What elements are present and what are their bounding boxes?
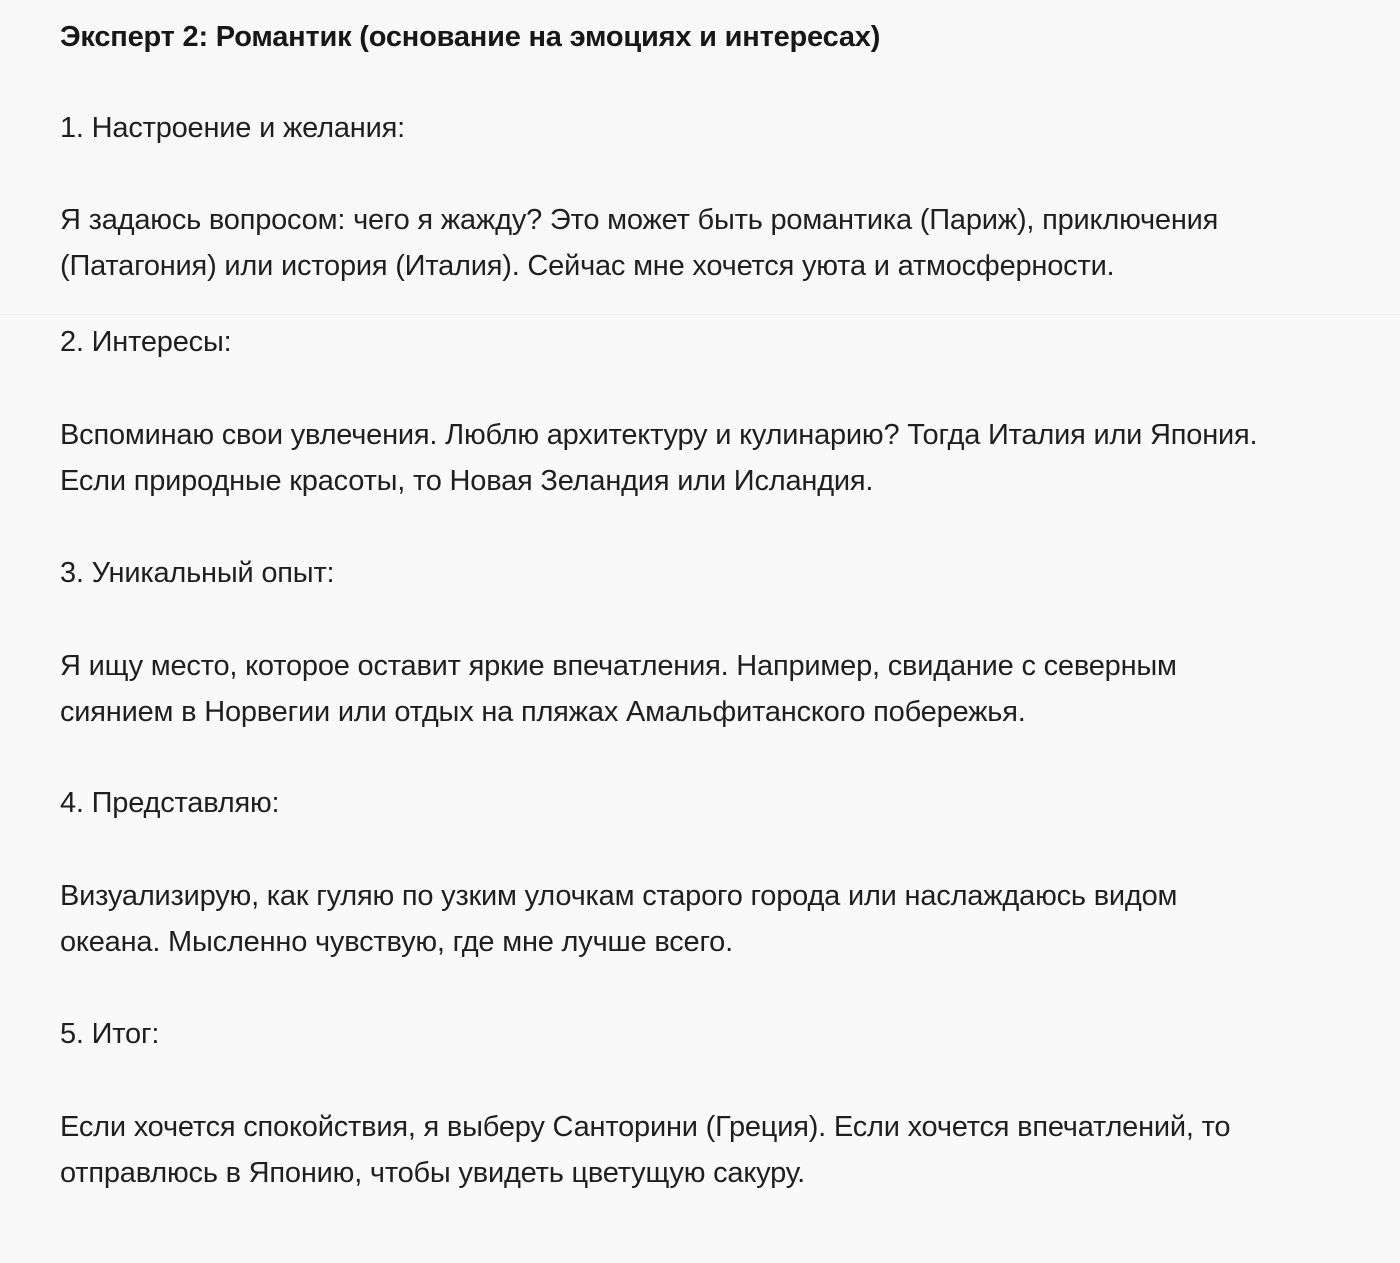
section-title-summary: 5. Итог: — [60, 1018, 160, 1050]
section-text-interests-line-2: Если природные красоты, то Новая Зеландия или Исландия. — [60, 465, 874, 497]
section-text-unique-experience-line-2: сиянием в Норвегии или отдых на пляжах Амальфитанского побережья. — [60, 696, 1026, 728]
section-text-imagine-line-2: океана. Мысленно чувствую, где мне лучше всего. — [60, 926, 733, 958]
section-text-summary-line-1: Если хочется спокойствия, я выберу Санторини (Греция). Если хочется впечатлений, то — [60, 1111, 1231, 1143]
section-title-interests: 2. Интересы: — [60, 326, 232, 358]
section-title-imagine: 4. Представляю: — [60, 787, 280, 819]
section-text-summary-line-2: отправлюсь в Японию, чтобы увидеть цветущую сакуру. — [60, 1157, 806, 1189]
section-text-mood-line-1: Я задаюсь вопросом: чего я жажду? Это может быть романтика (Париж), приключения — [60, 204, 1219, 236]
section-text-unique-experience-line-1: Я ищу место, которое оставит яркие впечатления. Например, свидание с северным — [60, 650, 1177, 682]
section-text-imagine-line-1: Визуализирую, как гуляю по узким улочкам старого города или наслаждаюсь видом — [60, 880, 1178, 912]
section-text-mood-line-2: (Патагония) или история (Италия). Сейчас мне хочется уюта и атмосферности. — [60, 250, 1115, 282]
section-title-mood: 1. Настроение и желания: — [60, 112, 405, 144]
section-text-interests-line-1: Вспоминаю свои увлечения. Люблю архитектуру и кулинарию? Тогда Италия или Япония. — [60, 419, 1258, 451]
document-heading: Эксперт 2: Романтик (основание на эмоциях и интересах) — [60, 21, 881, 53]
section-title-unique-experience: 3. Уникальный опыт: — [60, 557, 335, 589]
